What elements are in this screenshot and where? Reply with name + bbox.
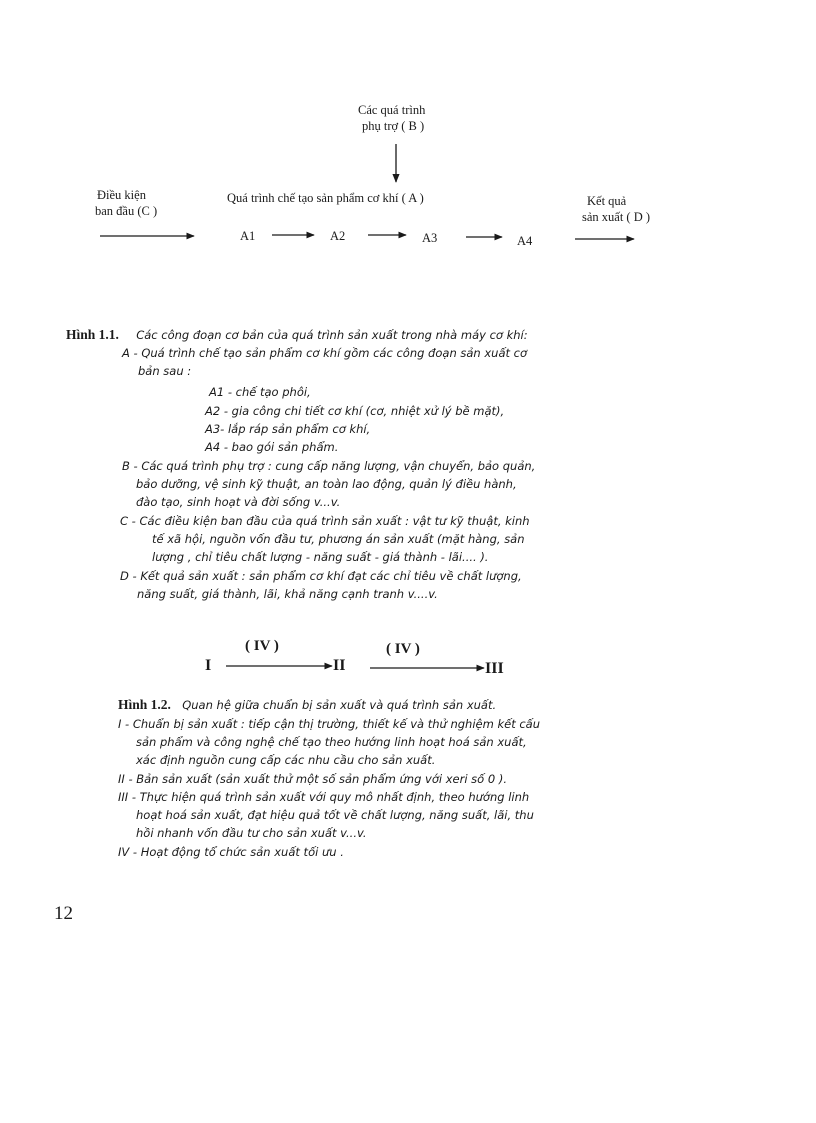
caption-1-line-a-cont: bản sau :	[138, 364, 192, 378]
edge-label-iv-1: ( IV )	[245, 638, 279, 654]
caption-1-line-b: B - Các quá trình phụ trợ : cung cấp năng lượng, vận chuyển, bảo quản,	[122, 459, 536, 473]
process-title: Quá trình chế tạo sản phẩm cơ khí ( A )	[227, 191, 424, 205]
figure-1-2-caption-title-row	[118, 697, 496, 713]
figure-1-1-caption-title-row	[66, 327, 528, 343]
caption-1-line-a4: A4 - bao gói sản phẩm.	[205, 440, 339, 454]
figure-1-1-diagram	[0, 0, 816, 300]
caption-1-line-a2: A2 - gia công chi tiết cơ khí (cơ, nhiệt xử lý bề mặt),	[205, 404, 505, 418]
output-label-line1: Kết quả	[587, 194, 627, 208]
input-conditions-label-line2: ban đầu (C )	[95, 204, 158, 218]
step-a1: A1	[240, 229, 256, 243]
node-i: I	[205, 657, 212, 674]
step-a3: A3	[422, 231, 438, 245]
aux-process-label-line1: Các quá trình	[358, 103, 426, 117]
figure-1-1-label: Hình 1.1.	[66, 327, 119, 342]
node-iii: III	[485, 660, 504, 677]
caption-2-line-iii-cont1: hoạt hoá sản xuất, đạt hiệu quả tốt về chất lượng, năng suất, lãi, thu	[136, 808, 534, 822]
figure-1-2-diagram	[0, 620, 816, 690]
caption-1-line-a: A - Quá trình chế tạo sản phẩm cơ khí gồm các công đoạn sản xuất cơ	[122, 346, 528, 360]
aux-process-label-line2: phụ trợ ( B )	[362, 119, 425, 133]
output-label-line2: sản xuất ( D )	[582, 210, 651, 224]
caption-1-line-b-cont2: đào tạo, sinh hoạt và đời sống v...v.	[136, 495, 341, 509]
caption-1-line-a1: A1 - chế tạo phôi,	[209, 385, 311, 399]
caption-1-line-c-cont1: tế xã hội, nguồn vốn đầu tư, phương án sản xuất (mặt hàng, sản	[152, 532, 525, 546]
input-conditions-label-line1: Điều kiện	[97, 188, 146, 202]
caption-1-line-d: D - Kết quả sản xuất : sản phẩm cơ khí đạt các chỉ tiêu về chất lượng,	[120, 569, 522, 583]
step-a2: A2	[330, 229, 346, 243]
caption-1-line-b-cont1: bảo dưỡng, vệ sinh kỹ thuật, an toàn lao động, quản lý điều hành,	[136, 477, 517, 491]
caption-2-line-iii-cont2: hồi nhanh vốn đầu tư cho sản xuất v...v.	[136, 826, 367, 840]
figure-1-1-title: Các công đoạn cơ bản của quá trình sản xuất trong nhà máy cơ khí:	[136, 328, 528, 342]
caption-1-line-c-cont2: lượng , chỉ tiêu chất lượng - năng suất - giá thành - lãi.... ).	[152, 550, 489, 564]
caption-2-line-i-cont1: sản phẩm và công nghệ chế tạo theo hướng linh hoạt hoá sản xuất,	[136, 735, 527, 749]
caption-1-line-d-cont: năng suất, giá thành, lãi, khả năng cạnh tranh v....v.	[137, 587, 438, 601]
caption-1-line-c: C - Các điều kiện ban đầu của quá trình sản xuất : vật tư kỹ thuật, kinh	[120, 514, 530, 528]
caption-2-line-i: I - Chuẩn bị sản xuất : tiếp cận thị trường, thiết kế và thử nghiệm kết cấu	[118, 717, 541, 731]
caption-1-line-a3: A3- lắp ráp sản phẩm cơ khí,	[205, 422, 371, 436]
step-a4: A4	[517, 234, 533, 248]
node-ii: II	[333, 657, 346, 674]
caption-2-line-iv: IV - Hoạt động tổ chức sản xuất tối ưu .	[118, 845, 344, 859]
caption-2-line-ii: II - Bản sản xuất (sản xuất thử một số sản phẩm ứng với xeri số 0 ).	[118, 772, 507, 786]
caption-2-line-iii: III - Thực hiện quá trình sản xuất với quy mô nhất định, theo hướng linh	[118, 790, 530, 804]
figure-1-2-label: Hình 1.2.	[118, 697, 171, 712]
edge-label-iv-2: ( IV )	[386, 641, 420, 657]
figure-1-2-title: Quan hệ giữa chuẩn bị sản xuất và quá trình sản xuất.	[182, 698, 497, 712]
page-number: 12	[54, 903, 73, 924]
caption-2-line-i-cont2: xác định nguồn cung cấp các nhu cầu cho sản xuất.	[136, 753, 436, 767]
